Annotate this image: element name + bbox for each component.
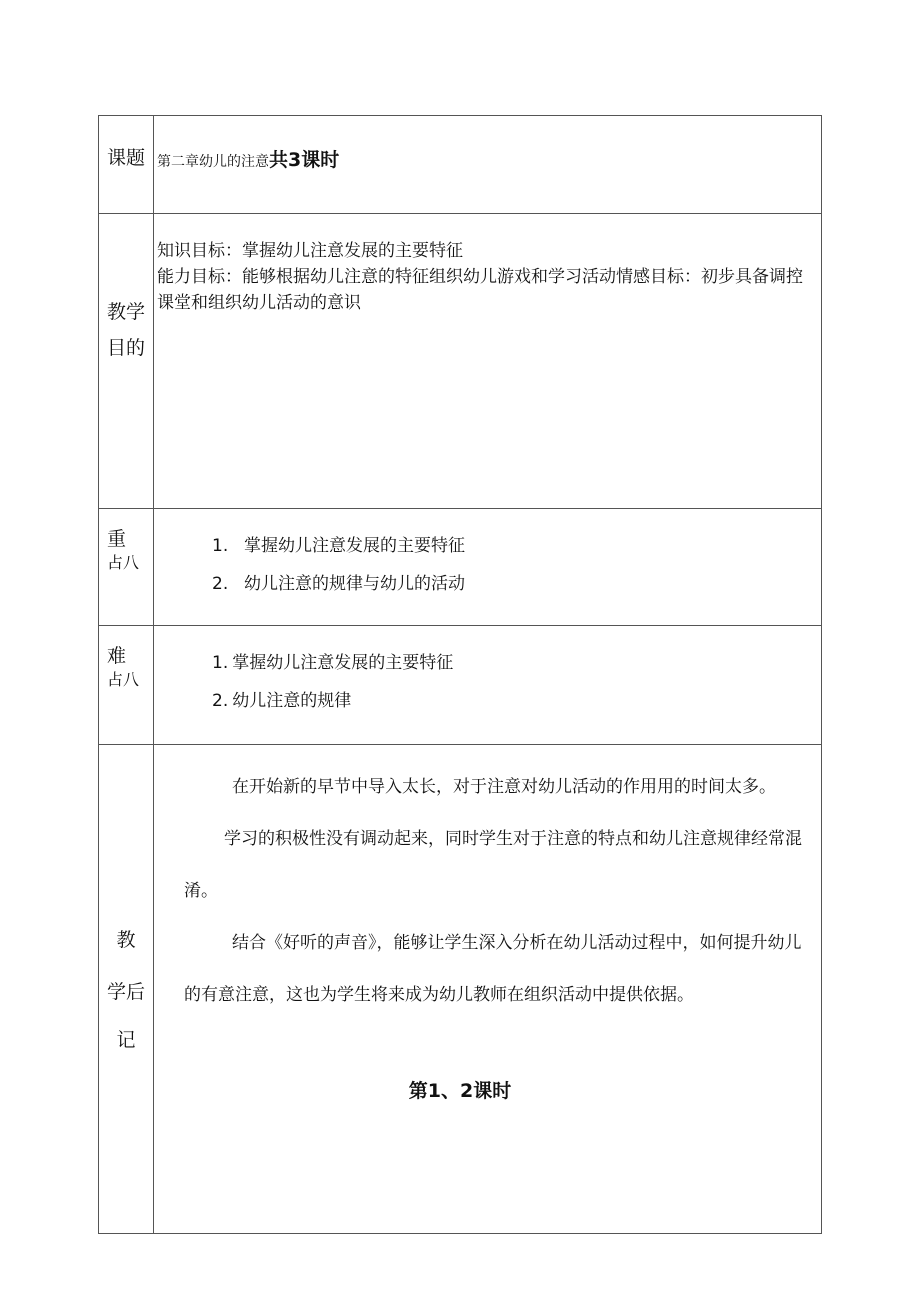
subject-cell — [154, 116, 822, 214]
objectives-row — [99, 214, 822, 509]
objectives-cell — [154, 214, 822, 509]
subject-title: 第二章幼儿的注意 — [157, 154, 269, 170]
subject-row — [99, 116, 822, 214]
objectives-label-line2: 目的 — [106, 337, 145, 359]
list-item: 1. 掌握幼儿注意发展的主要特征 — [212, 653, 454, 673]
objectives-label-line1: 教学 — [106, 301, 145, 323]
reflection-label-line2: 学后 — [106, 981, 145, 1003]
key-points-label-line2: 占八 — [107, 553, 140, 572]
list-item: 2. 幼儿注意的规律 — [212, 691, 352, 711]
key-points-label-line1: 重 — [107, 528, 127, 550]
difficulties-label — [99, 626, 154, 745]
subject-hours: 共3课时 — [269, 149, 340, 171]
difficulties-row — [99, 626, 822, 745]
key-points-label — [99, 509, 154, 626]
knowledge-objective: 知识目标：掌握幼儿注意发展的主要特征 — [157, 241, 463, 261]
difficulties-label-line1: 难 — [107, 645, 127, 667]
reflection-paragraph-3: 结合《好听的声音》，能够让学生深入分析在幼儿活动过程中，如何提升幼儿的有意注意，这也为学生将来成为幼儿教师在组织活动中提供依据。 — [184, 933, 802, 1005]
key-points-list — [154, 509, 822, 626]
key-points-row — [99, 509, 822, 626]
reflection-label — [99, 745, 154, 1234]
reflection-paragraph-2: 学习的积极性没有调动起来，同时学生对于注意的特点和幼儿注意规律经常混淆。 — [184, 829, 802, 901]
reflection-cell — [154, 745, 822, 1234]
reflection-paragraph-1: 在开始新的早节中导入太长，对于注意对幼儿活动的作用用的时间太多。 — [232, 777, 776, 797]
difficulties-list — [154, 626, 822, 745]
lesson-plan-sheet — [98, 115, 822, 1234]
lesson-hours-footer: 第1、2课时 — [408, 1080, 512, 1102]
reflection-row — [99, 745, 822, 1234]
difficulties-label-line2: 占八 — [107, 670, 140, 689]
reflection-label-line1: 教 — [116, 929, 136, 951]
reflection-label-line3: 记 — [116, 1029, 136, 1051]
list-item: 1. 掌握幼儿注意发展的主要特征 — [212, 536, 465, 556]
ability-objective: 能力目标：能够根据幼儿注意的特征组织幼儿游戏和学习活动情感目标：初步具备调控课堂和组织幼儿活动的意识 — [157, 267, 803, 313]
list-item: 2. 幼儿注意的规律与幼儿的活动 — [212, 574, 465, 594]
objectives-label — [99, 214, 154, 509]
lesson-plan-table — [98, 115, 822, 1234]
subject-label: 课题 — [99, 116, 154, 214]
